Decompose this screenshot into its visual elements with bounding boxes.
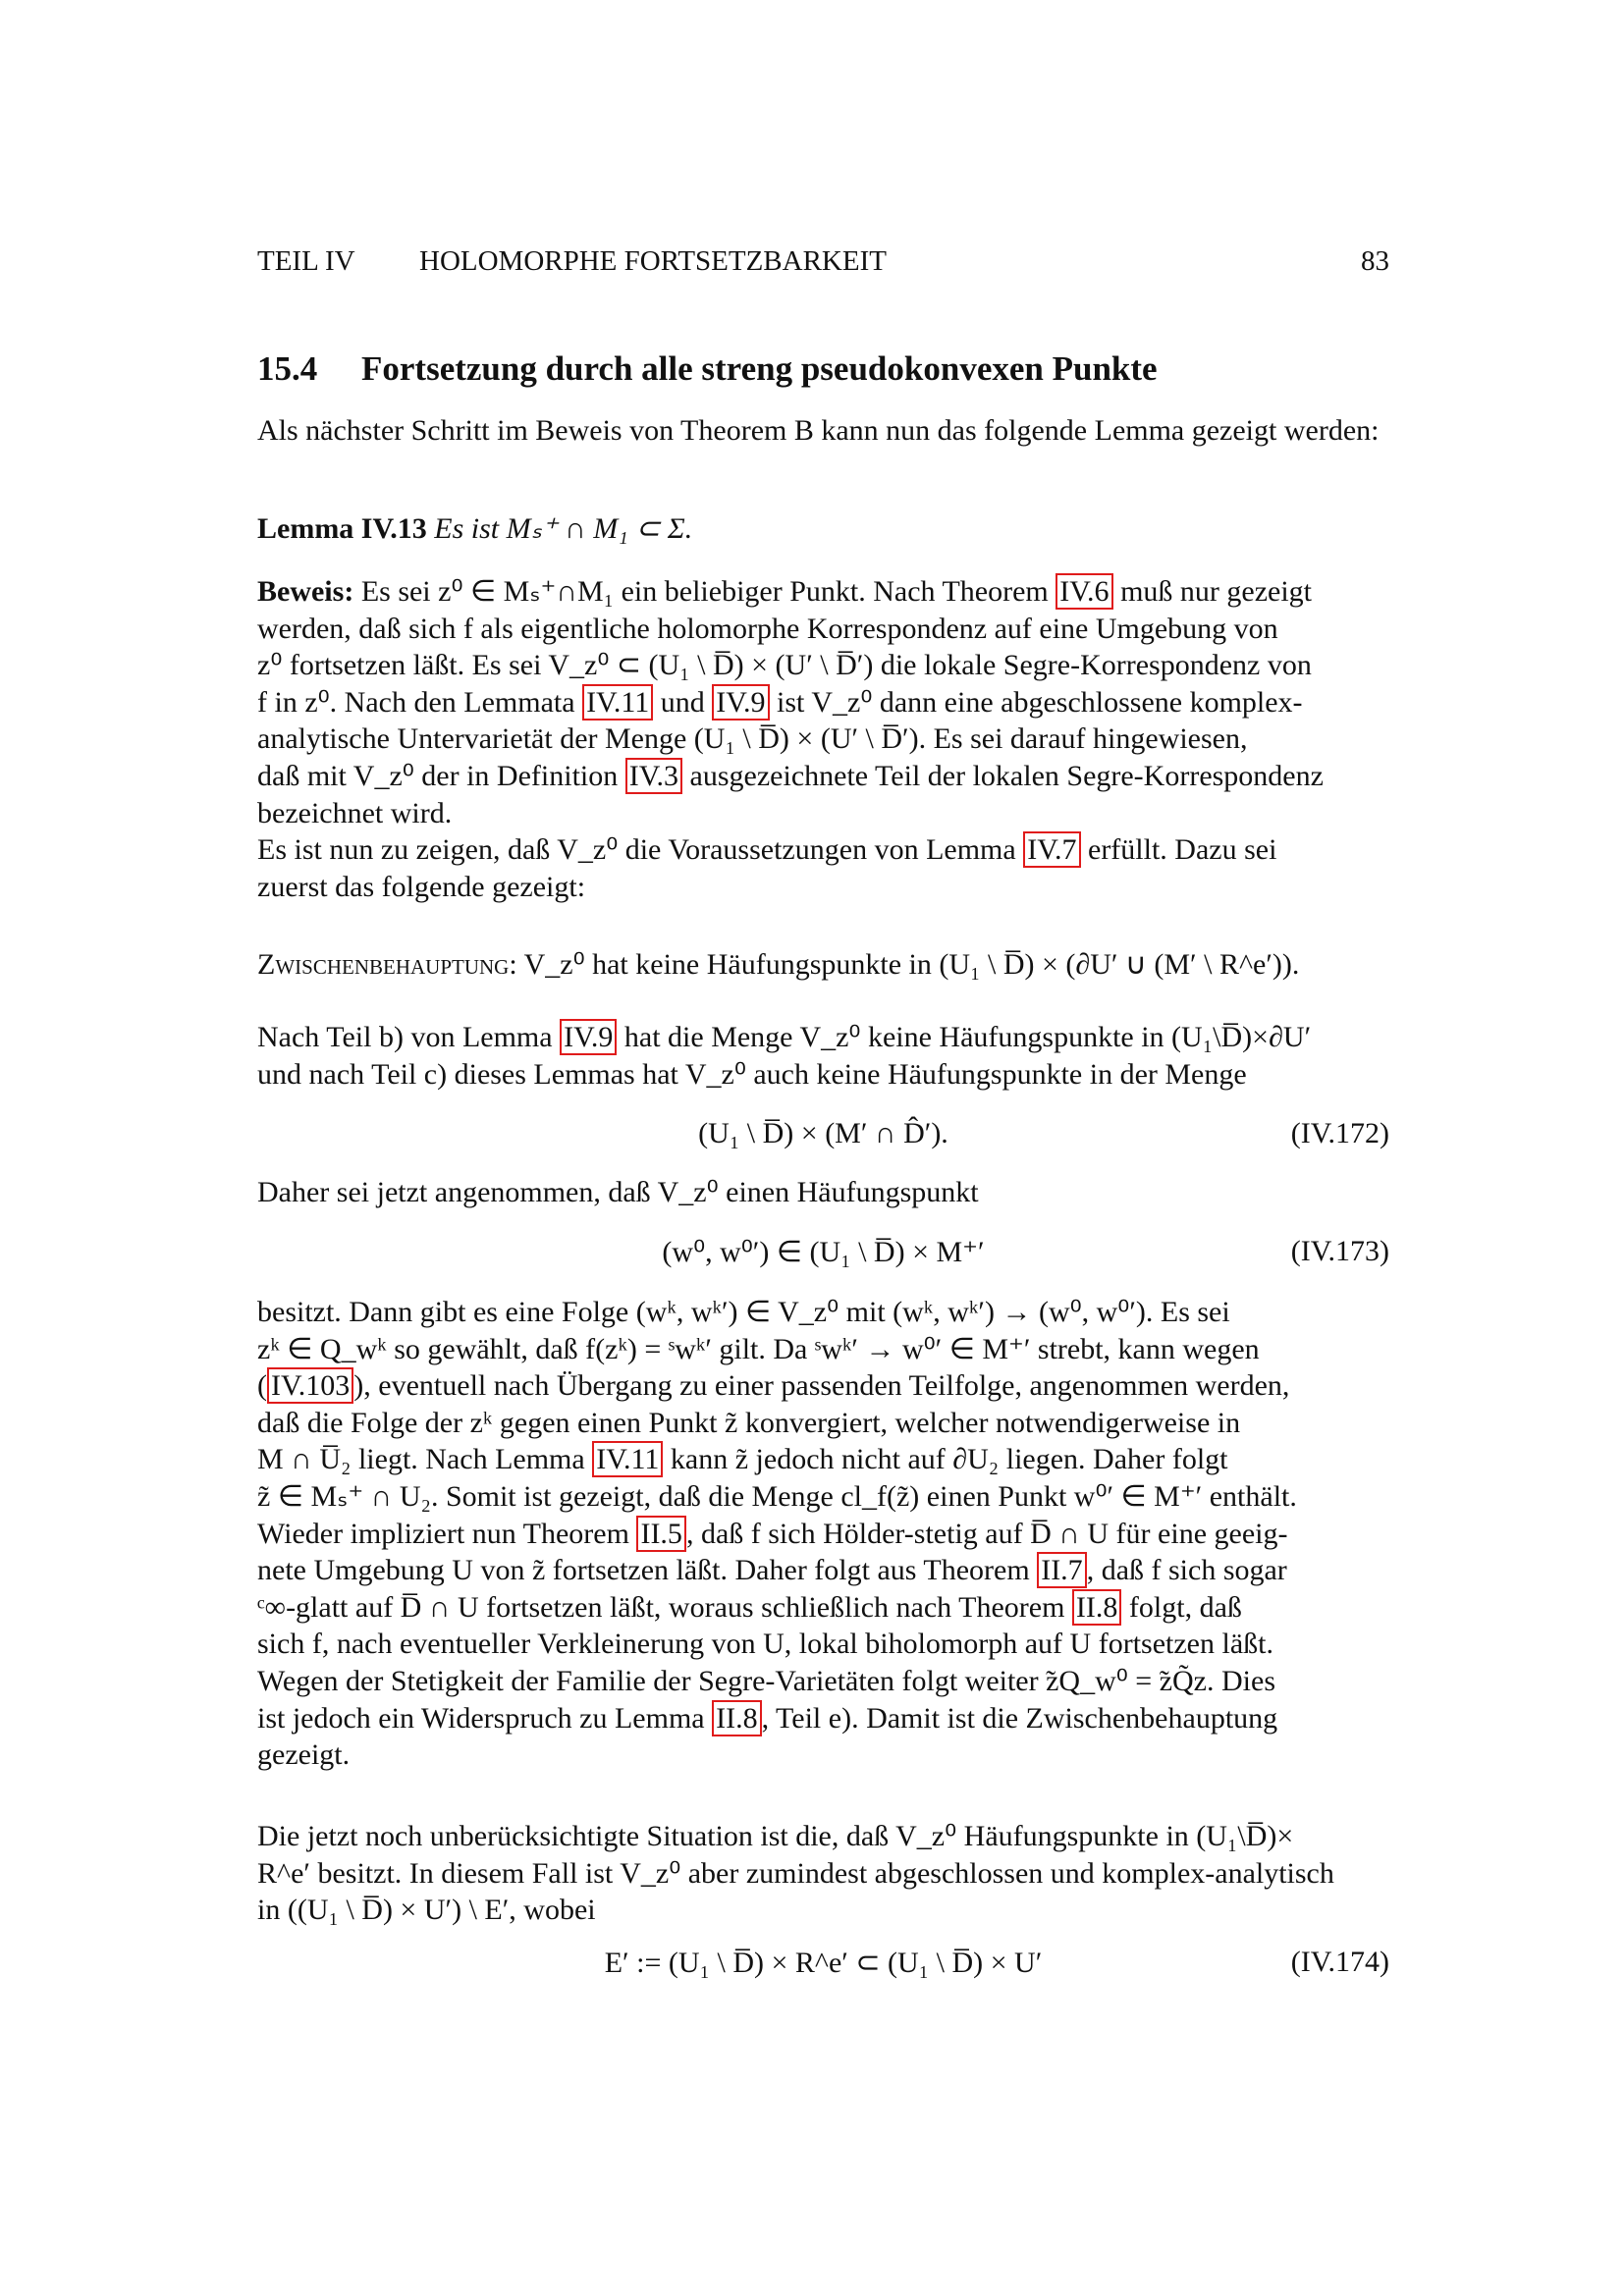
text-line xyxy=(257,1294,1389,1331)
text-segment: gezeigt. xyxy=(257,1738,351,1772)
claim-text: V_z⁰ hat keine Häufungspunkte in (U₁ \ D̅) × (∂U′ ∪ (M′ \ R^e′)). xyxy=(516,948,1300,981)
text-segment: Wegen der Stetigkeit der Familie der Segre-Varietäten folgt weiter ̃zQ_w⁰ = ̃zQ̃z. Dies xyxy=(257,1664,1275,1697)
text-segment: M ∩ U̅₂ liegt. Nach Lemma xyxy=(257,1443,593,1476)
section-number: 15.4 xyxy=(257,349,318,388)
lemma-statement xyxy=(257,510,1389,548)
paragraph-5-body xyxy=(257,1818,1389,1929)
text-line xyxy=(257,647,1389,684)
section-title: Fortsetzung durch alle streng pseudokonvexen Punkte xyxy=(361,349,1158,388)
equation-174 xyxy=(257,1946,1389,1985)
text-segment: , daß f sich sogar xyxy=(1086,1554,1287,1587)
text-line xyxy=(257,1441,1389,1478)
paragraph-3 xyxy=(257,1174,1389,1211)
header-title: HOLOMORPHE FORTSETZBARKEIT xyxy=(419,245,887,277)
paragraph-2-body xyxy=(257,1019,1389,1093)
text-segment: hat die Menge V_z⁰ keine Häufungspunkte in (U₁\D̅)×∂U′ xyxy=(617,1021,1312,1053)
text-line xyxy=(257,1589,1389,1627)
text-line xyxy=(257,1552,1389,1589)
cross-reference-link[interactable]: II.8 xyxy=(712,1700,761,1736)
text-line xyxy=(257,1019,1389,1056)
cross-reference-link[interactable]: IV.7 xyxy=(1023,831,1080,868)
text-line xyxy=(361,573,1312,610)
equation-173 xyxy=(257,1235,1389,1274)
lemma-text: Es ist Mₛ⁺ ∩ M₁ ⊂ Σ. xyxy=(434,512,693,545)
text-segment: und nach Teil c) dieses Lemmas hat V_z⁰ auch keine Häufungspunkte in der Menge xyxy=(257,1057,1247,1091)
text-segment: ( xyxy=(257,1369,267,1403)
intro-text: Als nächster Schritt im Beweis von Theorem B kann nun das folgende Lemma gezeigt werden: xyxy=(257,414,1380,447)
text-segment: ist jedoch ein Widerspruch zu Lemma xyxy=(257,1701,713,1735)
equation-173-formula: (w⁰, w⁰′) ∈ (U₁ \ D̅) × M⁺′ xyxy=(662,1236,985,1268)
text-line xyxy=(257,758,1389,795)
text-line xyxy=(257,684,1389,721)
cross-reference-link[interactable]: IV.9 xyxy=(712,684,769,721)
text-segment: ), eventuell nach Übergang zu einer passenden Teilfolge, angenommen werden, xyxy=(353,1369,1290,1403)
equation-174-formula: E′ := (U₁ \ D̅) × R^e′ ⊂ (U₁ \ D̅) × U′ xyxy=(604,1947,1043,1979)
text-segment: z̃ ∈ Mₛ⁺ ∩ U₂. Somit ist gezeigt, daß die Menge cl_f(z̃) einen Punkt w⁰′ ∈ M⁺′ enthält. xyxy=(257,1479,1297,1513)
text-segment: Nach Teil b) von Lemma xyxy=(257,1021,561,1053)
text-segment: Es ist nun zu zeigen, daß V_z⁰ die Voraussetzungen von Lemma xyxy=(257,833,1024,867)
text-segment: z⁰ fortsetzen läßt. Es sei V_z⁰ ⊂ (U₁ \ D̅) × (U′ \ D̅′) die lokale Segre-Korrespondenz von xyxy=(257,649,1312,682)
text-line xyxy=(257,1626,1389,1663)
paragraph-3-text: Daher sei jetzt angenommen, daß V_z⁰ einen Häufungspunkt xyxy=(257,1176,979,1208)
proof-paragraph xyxy=(257,573,1389,905)
equation-174-tag: (IV.174) xyxy=(1290,1946,1389,1978)
text-segment: zᵏ ∈ Q_wᵏ so gewählt, daß f(zᵏ) = ˢwᵏ′ gilt. Da ˢwᵏ′ → w⁰′ ∈ M⁺′ strebt, kann wegen xyxy=(257,1332,1260,1365)
cross-reference-link[interactable]: IV.11 xyxy=(592,1441,663,1477)
text-segment: nete Umgebung U von z̃ fortsetzen läßt. Daher folgt aus Theorem xyxy=(257,1554,1038,1587)
text-line xyxy=(257,1663,1389,1700)
equation-173-tag: (IV.173) xyxy=(1290,1235,1389,1267)
section-heading xyxy=(257,349,1389,389)
text-segment: und xyxy=(653,685,713,719)
proof-label: Beweis: xyxy=(257,575,354,608)
text-line xyxy=(257,1478,1389,1516)
cross-reference-link[interactable]: II.5 xyxy=(636,1516,685,1552)
text-segment: ausgezeichnete Teil der lokalen Segre-Korrespondenz xyxy=(682,759,1324,792)
cross-reference-link[interactable]: IV.6 xyxy=(1056,573,1112,610)
paragraph-4 xyxy=(257,1294,1389,1774)
text-segment: zuerst das folgende gezeigt: xyxy=(257,870,586,903)
cross-reference-link[interactable]: IV.9 xyxy=(560,1019,617,1055)
paragraph-5 xyxy=(257,1818,1389,1929)
text-segment: muß nur gezeigt xyxy=(1112,575,1313,608)
text-segment: , Teil e). Damit ist die Zwischenbehauptung xyxy=(761,1701,1278,1735)
text-line xyxy=(257,611,1389,648)
text-segment: , daß f sich Hölder-stetig auf D̅ ∩ U für eine geeig- xyxy=(685,1517,1288,1550)
text-segment: analytische Untervarietät der Menge (U₁ \ D̅) × (U′ \ D̅′). Es sei darauf hingewiesen, xyxy=(257,722,1248,756)
text-segment: Die jetzt noch unberücksichtigte Situation ist die, daß V_z⁰ Häufungspunkte in (U₁\D̅)× xyxy=(257,1820,1294,1852)
text-segment: sich f, nach eventueller Verkleinerung von U, lokal biholomorph auf U fortsetzen läßt. xyxy=(257,1628,1273,1661)
page-number: 83 xyxy=(1361,245,1389,277)
running-head xyxy=(257,245,1389,278)
text-line xyxy=(257,1736,1389,1774)
cross-reference-link[interactable]: II.8 xyxy=(1072,1589,1121,1626)
text-line xyxy=(257,795,1389,832)
cross-reference-link[interactable]: IV.103 xyxy=(267,1367,353,1404)
equation-172-tag: (IV.172) xyxy=(1290,1117,1389,1149)
equation-172-formula: (U₁ \ D̅) × (M′ ∩ D̂′). xyxy=(698,1117,948,1149)
text-segment: erfüllt. Dazu sei xyxy=(1080,833,1277,867)
text-line xyxy=(257,1367,1389,1405)
text-line xyxy=(257,1331,1389,1368)
paragraph-4-body xyxy=(257,1294,1389,1774)
intro-paragraph xyxy=(257,412,1389,450)
equation-172 xyxy=(257,1117,1389,1156)
paragraph-2 xyxy=(257,1019,1389,1093)
cross-reference-link[interactable]: IV.11 xyxy=(582,684,653,721)
text-line xyxy=(257,1516,1389,1553)
text-line xyxy=(257,1855,1389,1893)
proof-body xyxy=(257,575,1389,905)
text-segment: daß die Folge der zᵏ gegen einen Punkt z̃ konvergiert, welcher notwendigerweise in xyxy=(257,1406,1241,1439)
text-segment: f in z⁰. Nach den Lemmata xyxy=(257,685,583,719)
text-segment: Es sei z⁰ ∈ Mₛ⁺∩M₁ ein beliebiger Punkt. Nach Theorem xyxy=(360,575,1056,608)
cross-reference-link[interactable]: IV.3 xyxy=(625,758,682,794)
text-segment: besitzt. Dann gibt es eine Folge (wᵏ, wᵏ′) ∈ V_z⁰ mit (wᵏ, wᵏ′) → (w⁰, w⁰′). Es sei xyxy=(257,1296,1230,1328)
text-line xyxy=(257,1056,1389,1094)
text-line xyxy=(257,1892,1389,1929)
text-segment: bezeichnet wird. xyxy=(257,796,453,829)
text-line xyxy=(257,869,1389,906)
text-segment: daß mit V_z⁰ der in Definition xyxy=(257,759,625,792)
text-line xyxy=(257,1818,1389,1855)
text-segment: Wieder impliziert nun Theorem xyxy=(257,1517,637,1550)
claim-label: Zwischenbehauptung: xyxy=(257,948,517,981)
text-line xyxy=(257,1700,1389,1737)
text-segment: ist V_z⁰ dann eine abgeschlossene komplex- xyxy=(769,685,1303,719)
text-segment: werden, daß sich f als eigentliche holomorphe Korrespondenz auf eine Umgebung von xyxy=(257,612,1278,645)
cross-reference-link[interactable]: II.7 xyxy=(1037,1552,1086,1588)
text-segment: folgt, daß xyxy=(1121,1590,1242,1624)
text-line xyxy=(257,721,1389,758)
header-part: TEIL IV xyxy=(257,245,355,277)
text-line xyxy=(257,1405,1389,1442)
text-line xyxy=(257,831,1389,869)
text-segment: ᶜ∞-glatt auf D̅ ∩ U fortsetzen läßt, woraus schließlich nach Theorem xyxy=(257,1590,1072,1624)
text-segment: in ((U₁ \ D̅) × U′) \ E′, wobei xyxy=(257,1894,596,1927)
claim-paragraph xyxy=(257,946,1389,984)
text-segment: R^e′ besitzt. In diesem Fall ist V_z⁰ aber zumindest abgeschlossen und komplex-analytisch xyxy=(257,1856,1334,1890)
lemma-label: Lemma IV.13 xyxy=(257,512,427,545)
text-segment: kann z̃ jedoch nicht auf ∂U₂ liegen. Daher folgt xyxy=(663,1443,1228,1476)
